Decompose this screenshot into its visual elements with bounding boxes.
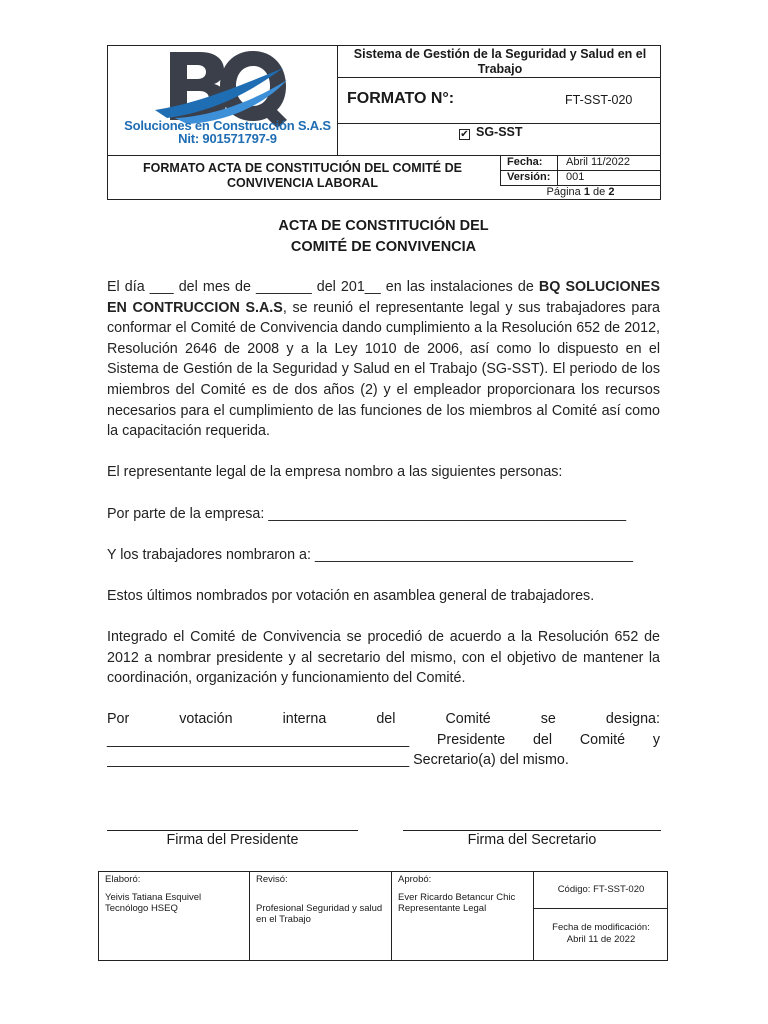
signature-label-secretary: Firma del Secretario xyxy=(467,832,597,848)
elaboro-role: Tecnólogo HSEQ xyxy=(105,903,178,914)
paragraph-nombro: El representante legal de la empresa nombro a las siguientes personas: xyxy=(107,464,563,480)
reviso-label: Revisó: xyxy=(256,874,288,885)
blank-line: ______________________________________ xyxy=(107,732,410,748)
designa-line-2 xyxy=(107,730,660,751)
page-current: 1 xyxy=(583,186,590,198)
word: del xyxy=(376,711,396,727)
paragraph-empresa: Por parte de la empresa: _____________________________________________ xyxy=(107,506,627,522)
divider xyxy=(337,123,661,124)
word: del xyxy=(532,732,553,748)
formato-code: FT-SST-020 xyxy=(565,93,633,107)
fecha-value: Abril 11/2022 xyxy=(566,156,631,168)
elaboro-label: Elaboró: xyxy=(105,874,141,885)
word: se xyxy=(540,711,556,727)
divider xyxy=(391,871,392,961)
divider xyxy=(337,77,661,78)
intro-text: El día ___ del mes de _______ del 201__ en las instalaciones de xyxy=(107,279,539,295)
paragraph-votacion: Estos últimos nombrados por votación en asamblea general de trabajadores. xyxy=(107,588,595,604)
intro-text-rest: , se reunió el representante legal y sus trabajadores para conformar el Comité de Convivencia dando cumplimiento a la Resolución 652 de 2012, Resolución 2646 de 2008 y a la Ley 1010 de 2006, así como lo dispuesto en el Sistema de Gestión de la Seguridad y Salud en el Trabajo (SG-SST). El periodo de los miembros del Comité es de dos años (2) y el empleador proporcionara los recursos necesarios para el cumplimiento de las funciones de los miembros al Comité así como la capacitación requerida. xyxy=(107,299,660,440)
designa-line-3: ______________________________________ Secretario(a) del mismo. xyxy=(107,752,569,768)
signature-line-secretary xyxy=(403,830,661,831)
fecha-mod-value: Abril 11 de 2022 xyxy=(566,933,636,945)
version-label: Versión: xyxy=(507,171,551,183)
aprobo-label: Aprobó: xyxy=(398,874,432,885)
word: Comité xyxy=(445,711,491,727)
page-of: de xyxy=(593,186,606,198)
page-indicator xyxy=(500,186,661,198)
designa-line-1 xyxy=(107,709,660,730)
paragraph-intro xyxy=(107,277,660,442)
page-prefix: Página xyxy=(546,186,581,198)
sgsst-checkbox[interactable] xyxy=(459,129,470,140)
elaboro-name: Yeivis Tatiana Esquivel xyxy=(105,891,202,903)
divider xyxy=(337,45,338,155)
checkmark-icon: ✔ xyxy=(460,129,469,140)
aprobo-cell xyxy=(398,874,530,915)
company-nit: Nit: 901571797-9 xyxy=(178,131,277,146)
divider xyxy=(249,871,250,961)
word: interna xyxy=(282,711,327,727)
doc-title: FORMATO ACTA DE CONSTITUCIÓN DEL COMITÉ DE CONVIVENCIA LABORAL xyxy=(143,161,462,190)
word: Por xyxy=(107,711,130,727)
word: designa: xyxy=(605,711,660,727)
title-line-1: ACTA DE CONSTITUCIÓN DEL xyxy=(278,218,489,234)
reviso-role: Profesional Seguridad y salud en el Trabajo xyxy=(256,902,383,925)
signature-line-president xyxy=(107,830,358,831)
word: Comité xyxy=(579,732,626,748)
fecha-mod-label: Fecha de modificación: xyxy=(552,922,650,933)
word: Presidente xyxy=(436,732,506,748)
codigo-cell: Código: FT-SST-020 xyxy=(557,884,645,895)
title-line-2: COMITÉ DE CONVIVENCIA xyxy=(290,238,477,255)
fecha-label: Fecha: xyxy=(507,156,543,168)
company-name: Soluciones en Construcción S.A.S xyxy=(124,118,331,133)
divider xyxy=(557,155,558,185)
checkbox-label: SG-SST xyxy=(476,125,523,139)
paragraph-integrado: Integrado el Comité de Convivencia se procedió de acuerdo a la Resolución 652 de 2012 a nombrar presidente y al secretario del mismo, con el objetivo de mantener la coordinación, organización y funcionamiento del Comité. xyxy=(107,629,660,687)
page-title xyxy=(107,216,660,257)
version-value: 001 xyxy=(566,171,585,183)
aprobo-role: Representante Legal xyxy=(398,903,487,914)
aprobo-name: Ever Ricardo Betancur Chic xyxy=(398,891,516,903)
system-title: Sistema de Gestión de la Seguridad y Salud en el Trabajo xyxy=(353,47,647,76)
company-bold: BQ SOLUCIONES EN CONTRUCCION S.A.S xyxy=(107,279,660,316)
page-total: 2 xyxy=(608,186,615,198)
signature-label-president: Firma del Presidente xyxy=(166,832,299,848)
word: votación xyxy=(179,711,233,727)
divider xyxy=(533,908,668,909)
reviso-cell xyxy=(256,874,386,926)
word: y xyxy=(652,732,660,748)
formato-label: FORMATO N°: xyxy=(347,90,455,107)
paragraph-trabajadores: Y los trabajadores nombraron a: ________________________________________ xyxy=(107,547,634,563)
elaboro-cell xyxy=(105,874,245,915)
fecha-mod-cell xyxy=(534,922,668,945)
